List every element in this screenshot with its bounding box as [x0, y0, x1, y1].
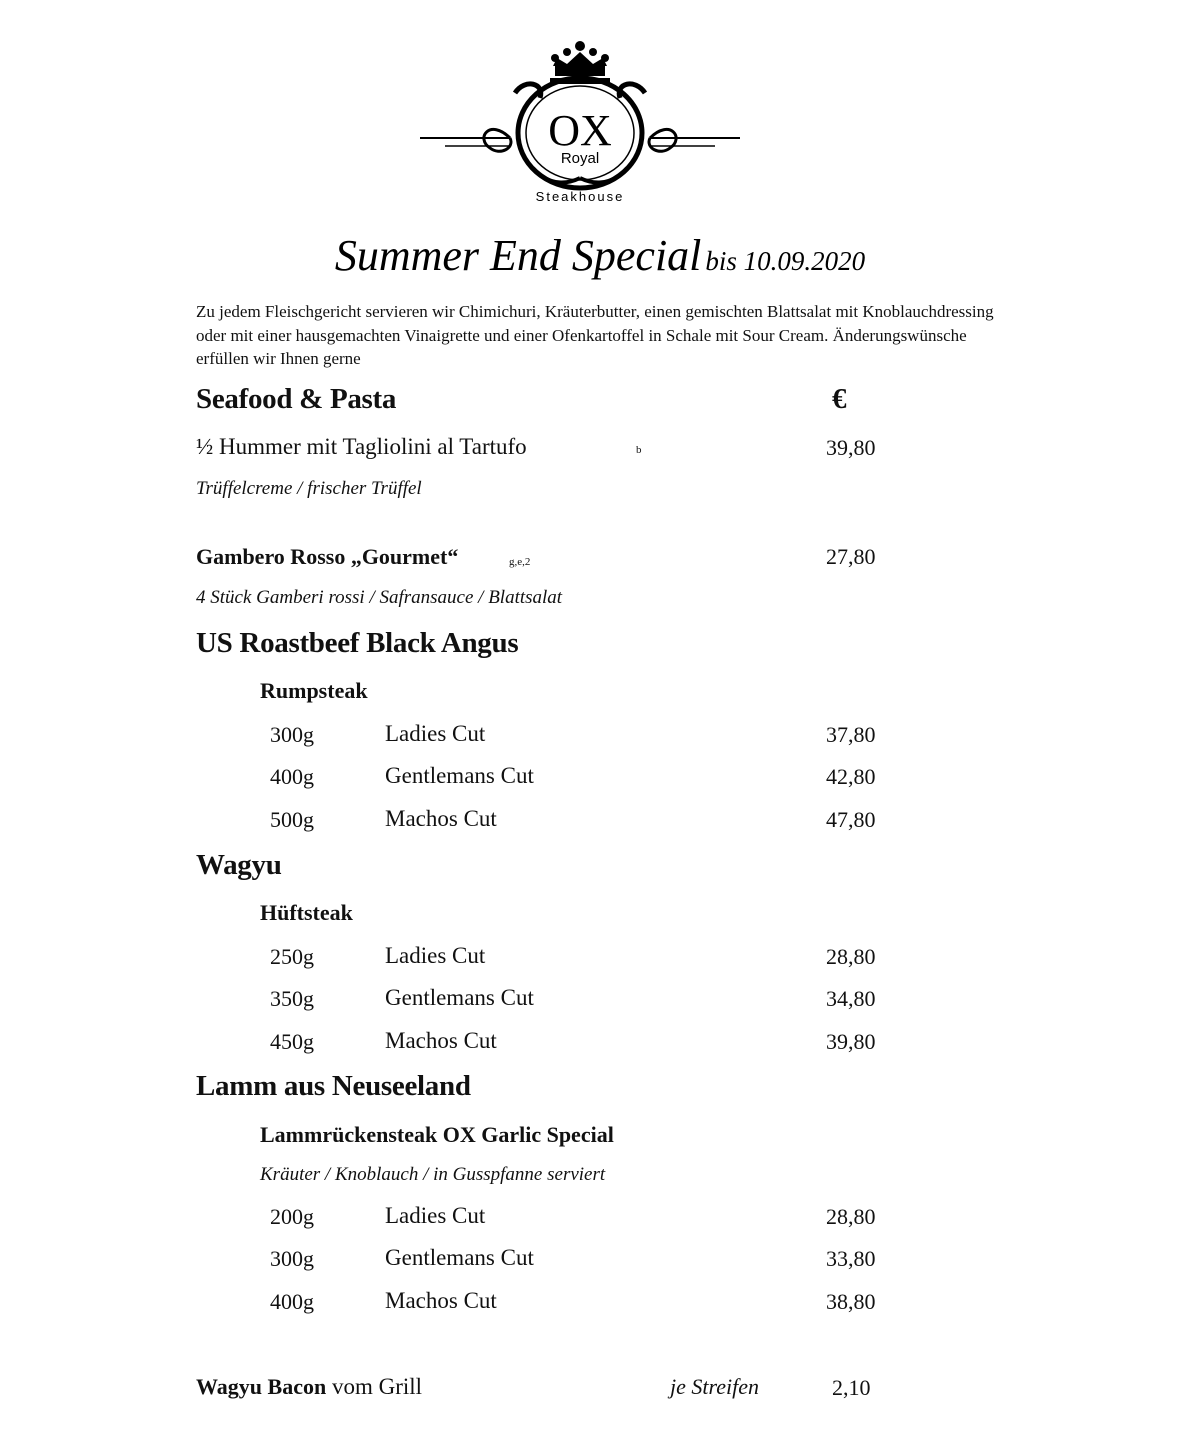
cut-name: Ladies Cut	[385, 1203, 486, 1228]
price: 39,80	[826, 1029, 876, 1054]
price: 47,80	[826, 807, 876, 832]
bacon-unit: je Streifen	[670, 1374, 759, 1399]
weight: 500g	[270, 807, 314, 832]
weight: 200g	[270, 1204, 314, 1229]
subheading-lammrueckensteak: Lammrückensteak OX Garlic Special	[260, 1122, 614, 1147]
item-description: 4 Stück Gamberi rossi / Safransauce / Blattsalat	[196, 587, 563, 608]
cut-name: Ladies Cut	[385, 721, 486, 746]
weight: 400g	[270, 1289, 314, 1314]
weight: 350g	[270, 986, 314, 1011]
price: 33,80	[826, 1246, 876, 1271]
price-bacon: 2,10	[832, 1375, 871, 1400]
price: 38,80	[826, 1289, 876, 1314]
allergen-note: g,e,2	[509, 556, 531, 568]
cut-name: Machos Cut	[385, 1288, 497, 1313]
price-gambero: 27,80	[826, 544, 876, 569]
section-heading-roastbeef: US Roastbeef Black Angus	[196, 627, 519, 659]
item-description: Kräuter / Knoblauch / in Gusspfanne serviert	[260, 1164, 606, 1185]
bacon-name-bold: Wagyu Bacon	[196, 1374, 327, 1399]
logo-subtext: Royal	[560, 150, 600, 167]
ox-royal-logo	[415, 38, 745, 213]
cut-name: Ladies Cut	[385, 943, 486, 968]
intro-text: Zu jedem Fleischgericht servieren wir Chimichuri, Kräuterbutter, einen gemischten Blattsalat mit Knoblauchdressing oder mit einer hausgemachten Vinaigrette und einer Ofenkartoffel in Schale mit Sour Cream. Änderungswünsche erfüllen wir Ihnen gerne	[196, 302, 994, 368]
weight: 450g	[270, 1029, 314, 1054]
menu-item-wagyu-bacon	[196, 1374, 422, 1400]
menu-item-gambero: Gambero Rosso „Gourmet“	[196, 544, 459, 569]
title-date: bis 10.09.2020	[705, 246, 866, 276]
weight: 400g	[270, 764, 314, 789]
price: 28,80	[826, 944, 876, 969]
weight: 250g	[270, 944, 314, 969]
price: 37,80	[826, 722, 876, 747]
section-heading-wagyu: Wagyu	[196, 849, 282, 881]
subheading-rumpsteak: Rumpsteak	[260, 678, 368, 703]
weight: 300g	[270, 722, 314, 747]
title-main: Summer End Special	[334, 231, 702, 280]
section-heading-seafood: Seafood & Pasta	[196, 383, 397, 415]
price: 28,80	[826, 1204, 876, 1229]
price: 34,80	[826, 986, 876, 1011]
price-hummer: 39,80	[826, 435, 876, 460]
currency-symbol: €	[832, 383, 847, 415]
allergen-note: b	[636, 444, 642, 456]
menu-item-hummer: ½ Hummer mit Tagliolini al Tartufo	[196, 434, 527, 459]
logo-text: OX	[548, 106, 612, 155]
item-description: Trüffelcreme / frischer Trüffel	[196, 478, 422, 499]
price: 42,80	[826, 764, 876, 789]
weight: 300g	[270, 1246, 314, 1271]
cut-name: Gentlemans Cut	[385, 763, 534, 788]
bacon-name-rest: vom Grill	[331, 1374, 423, 1399]
cut-name: Machos Cut	[385, 1028, 497, 1053]
page-title	[0, 230, 1200, 281]
cut-name: Machos Cut	[385, 806, 497, 831]
subheading-hueftsteak: Hüftsteak	[260, 900, 353, 925]
logo-tagline: Steakhouse	[535, 189, 625, 204]
section-heading-lamm: Lamm aus Neuseeland	[196, 1070, 471, 1102]
cut-name: Gentlemans Cut	[385, 1245, 534, 1270]
cut-name: Gentlemans Cut	[385, 985, 534, 1010]
